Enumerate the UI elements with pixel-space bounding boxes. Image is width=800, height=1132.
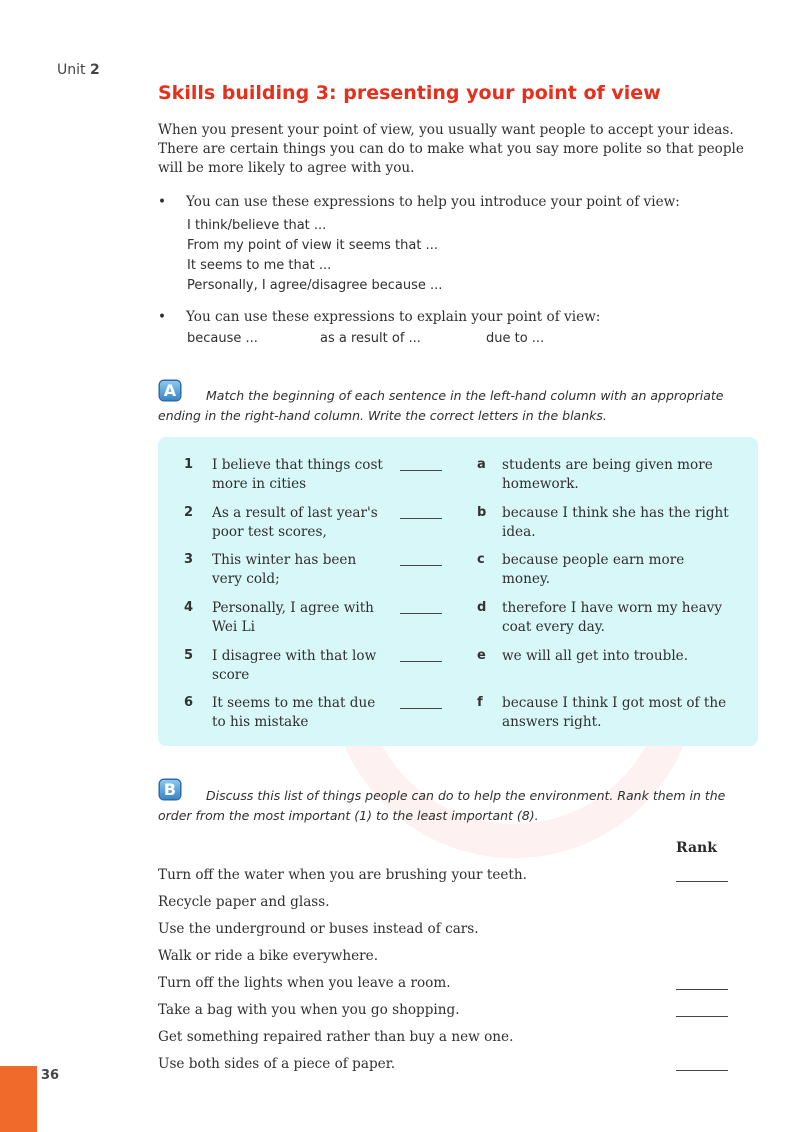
expression: It seems to me that ... (187, 258, 332, 273)
intro-paragraph: When you present your point of view, you usually want people to accept your ideas. There are certain things you can do to make what you say more polite so that people will be more likely to agree with you. (158, 122, 744, 176)
item-number: 4 (184, 600, 194, 615)
answer-blank[interactable] (400, 613, 442, 614)
action-item: Use both sides of a piece of paper. (158, 1056, 396, 1072)
sentence-beginning: Personally, I agree with Wei Li (212, 600, 374, 635)
expression: From my point of view it seems that ... (187, 238, 438, 253)
item-number: 5 (184, 648, 194, 663)
bullet-dot: • (158, 309, 167, 325)
exercise-a-badge: A (160, 381, 180, 400)
action-item: Turn off the water when you are brushing your teeth. (158, 867, 527, 883)
action-item: Use the underground or buses instead of cars. (158, 921, 479, 937)
ending-letter: a (477, 457, 486, 472)
rank-blank[interactable] (676, 881, 728, 882)
answer-blank[interactable] (400, 470, 442, 471)
rank-blank[interactable] (676, 1070, 728, 1071)
sentence-beginning: I disagree with that low score (212, 648, 377, 683)
answer-blank[interactable] (400, 661, 442, 662)
page-number-tab (0, 1066, 37, 1132)
rank-blank[interactable] (676, 1016, 728, 1017)
sentence-ending: therefore I have worn my heavy coat every day. (502, 600, 723, 635)
page-number: 36 (41, 1068, 60, 1083)
answer-blank[interactable] (400, 708, 442, 709)
sentence-ending: because I think she has the right idea. (502, 505, 729, 540)
sentence-beginning: I believe that things cost more in cities (212, 457, 383, 492)
ending-letter: f (477, 695, 483, 710)
answer-blank[interactable] (400, 565, 442, 566)
unit-label: Unit 2 (57, 62, 100, 78)
sentence-ending: we will all get into trouble. (502, 648, 689, 664)
item-number: 3 (184, 552, 194, 567)
exercise-b-instruction: Discuss this list of things people can do to help the environment. Rank them in the order from the most important (1) to the least important (8). (158, 788, 726, 823)
sentence-beginning: It seems to me that due to his mistake (212, 695, 376, 730)
sentence-ending: students are being given more homework. (502, 457, 713, 492)
item-number: 6 (184, 695, 194, 710)
action-item: Get something repaired rather than buy a new one. (158, 1029, 514, 1045)
expression: due to ... (486, 331, 545, 346)
ending-letter: e (477, 648, 486, 663)
sentence-ending: because I think I got most of the answers right. (502, 695, 727, 730)
expression: Personally, I agree/disagree because ... (187, 278, 443, 293)
ending-letter: b (477, 505, 487, 520)
answer-blank[interactable] (400, 518, 442, 519)
action-item: Recycle paper and glass. (158, 894, 330, 910)
introduce-expressions (187, 216, 442, 296)
item-number: 1 (184, 457, 194, 472)
exercise-a-instruction: Match the beginning of each sentence in the left-hand column with an appropriate ending in the right-hand column. Write the correct letters in the blanks. (158, 388, 724, 423)
ending-letter: c (477, 552, 485, 567)
page-title: Skills building 3: presenting your point of view (158, 82, 661, 104)
ending-letter: d (477, 600, 487, 615)
action-item: Turn off the lights when you leave a room. (158, 975, 451, 991)
expression: because ... (187, 331, 258, 346)
sentence-ending: because people earn more money. (502, 552, 685, 587)
bullet-dot: • (158, 194, 167, 210)
expression: as a result of ... (320, 331, 421, 346)
expression: I think/believe that ... (187, 218, 327, 233)
sentence-beginning: This winter has been very cold; (212, 552, 357, 587)
sentence-beginning: As a result of last year's poor test scores, (212, 505, 378, 540)
rank-column-header: Rank (676, 840, 717, 856)
action-item: Take a bag with you when you go shopping. (158, 1002, 460, 1018)
exercise-b-badge: B (160, 780, 180, 799)
action-item: Walk or ride a bike everywhere. (158, 948, 379, 964)
item-number: 2 (184, 505, 194, 520)
rank-blank[interactable] (676, 989, 728, 990)
